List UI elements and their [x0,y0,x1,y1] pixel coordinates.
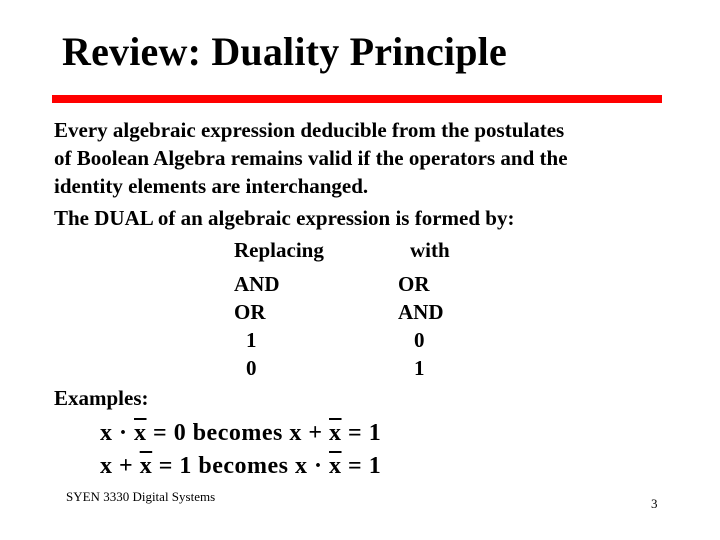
table-cell-left: OR [234,300,266,324]
eq-term: x [295,453,308,479]
eq-operator: · [314,453,323,479]
title-underline-rule [52,95,662,103]
example-equation-2 [100,453,381,480]
paragraph-line: of Boolean Algebra remains valid if the operators and the [54,146,568,170]
eq-term-complement: $\overline{x}$ [329,420,342,446]
table-header-with: with [410,238,450,262]
paragraph-line: identity elements are interchanged. [54,174,369,198]
eq-becomes: becomes [198,453,289,479]
eq-result: = 1 [158,453,192,479]
table-cell-right: 1 [414,356,425,380]
table-cell-right: OR [398,272,430,296]
eq-result: = 1 [348,420,382,446]
table-cell-left: 0 [246,356,257,380]
eq-term-complement: $\overline{x}$ [139,453,153,479]
eq-term: x [100,453,113,479]
dual-formation-paragraph: The DUAL of an algebraic expression is formed by: [54,206,515,230]
eq-operator: + [308,420,323,446]
eq-term-complement: $\overline{x}$ [134,420,147,446]
table-cell-left: 1 [246,328,257,352]
page-number: 3 [651,496,658,511]
duality-definition-paragraph [54,116,568,200]
eq-becomes: becomes [192,420,283,446]
eq-result: = 1 [348,453,382,479]
examples-label: Examples: [54,386,149,410]
eq-term: x [289,420,302,446]
eq-term: x [100,420,113,446]
example-equation-1 [100,420,381,447]
table-cell-left: AND [234,272,280,296]
paragraph-line: Every algebraic expression deducible from the postulates [54,118,565,142]
eq-operator: + [119,453,134,479]
eq-term-complement: $\overline{x}$ [329,453,342,479]
slide-footer: SYEN 3330 Digital Systems [66,489,216,504]
slide-title: Review: Duality Principle [62,29,507,74]
eq-operator: · [119,420,128,446]
table-cell-right: AND [398,300,444,324]
table-cell-right: 0 [414,328,425,352]
table-header-replacing: Replacing [234,238,324,262]
eq-result: = 0 [153,420,187,446]
